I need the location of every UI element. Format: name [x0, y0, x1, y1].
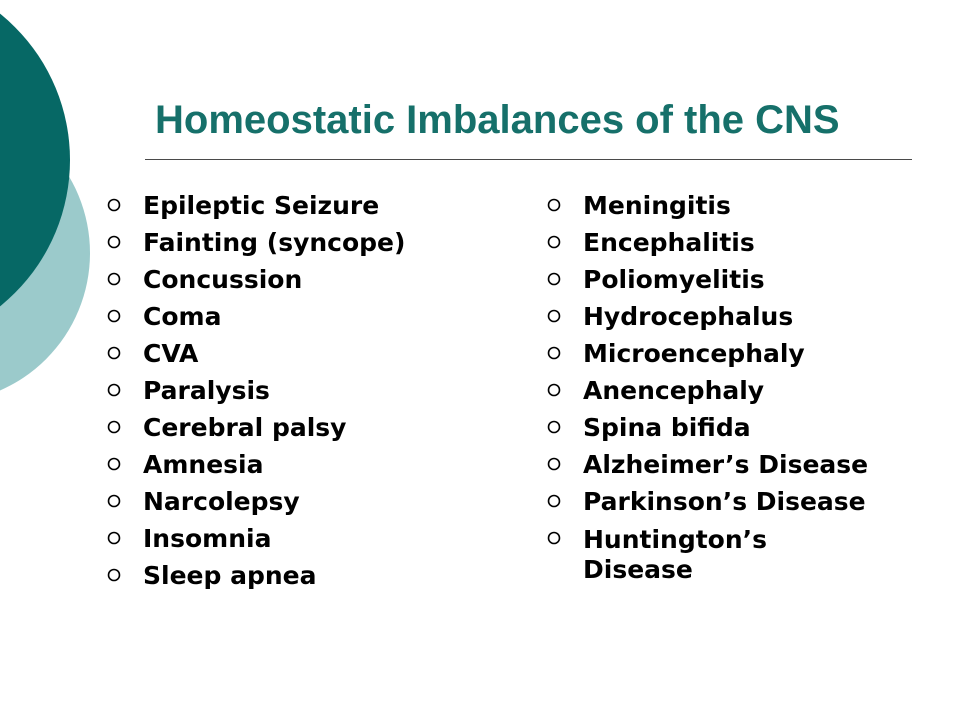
- list-item: [546, 414, 868, 441]
- list-item: [546, 488, 868, 515]
- list-item-label: Hydrocephalus: [583, 302, 794, 331]
- list-item: [106, 525, 405, 552]
- list-item: [106, 377, 405, 404]
- slide-title: Homeostatic Imbalances of the CNS: [155, 98, 840, 142]
- circle-bullet-icon: [546, 493, 562, 509]
- circle-bullet-icon: [546, 530, 562, 546]
- list-item: [106, 488, 405, 515]
- list-item-label: Poliomyelitis: [583, 265, 765, 294]
- list-item-label: Fainting (syncope): [143, 228, 406, 257]
- circle-bullet-icon: [106, 530, 122, 546]
- circle-bullet-icon: [546, 345, 562, 361]
- circle-bullet-icon: [106, 419, 122, 435]
- list-item-label: Amnesia: [143, 450, 264, 479]
- left-bullet-list: [106, 192, 405, 599]
- circle-bullet-icon: [106, 493, 122, 509]
- list-item: [546, 303, 868, 330]
- list-item: [106, 266, 405, 293]
- list-item: [546, 229, 868, 256]
- circle-bullet-icon: [106, 271, 122, 287]
- circle-bullet-icon: [546, 308, 562, 324]
- list-item: [106, 192, 405, 219]
- list-item-label: Encephalitis: [583, 228, 755, 257]
- list-item-label: Paralysis: [143, 376, 270, 405]
- list-item-label: Microencephaly: [583, 339, 805, 368]
- circle-bullet-icon: [106, 234, 122, 250]
- list-item-label: Coma: [143, 302, 222, 331]
- list-item-label: CVA: [143, 339, 199, 368]
- right-bullet-list: [546, 192, 868, 595]
- circle-bullet-icon: [546, 234, 562, 250]
- list-item: [546, 451, 868, 478]
- list-item-label: Insomnia: [143, 524, 272, 553]
- list-item: [546, 377, 868, 404]
- circle-bullet-icon: [546, 419, 562, 435]
- list-item-label: Anencephaly: [583, 376, 765, 405]
- circle-bullet-icon: [106, 567, 122, 583]
- list-item: [106, 451, 405, 478]
- list-item-label: Sleep apnea: [143, 561, 317, 590]
- circle-bullet-icon: [106, 197, 122, 213]
- circle-bullet-icon: [106, 308, 122, 324]
- list-item: [106, 340, 405, 367]
- circle-bullet-icon: [546, 382, 562, 398]
- list-item-label: Alzheimer’s Disease: [583, 450, 869, 479]
- list-item: [106, 229, 405, 256]
- list-item: [546, 525, 833, 585]
- list-item-label: Parkinson’s Disease: [583, 487, 866, 516]
- circle-bullet-icon: [106, 456, 122, 472]
- circle-bullet-icon: [106, 382, 122, 398]
- list-item-label: Meningitis: [583, 191, 731, 220]
- list-item-label: Narcolepsy: [143, 487, 300, 516]
- list-item-label: Cerebral palsy: [143, 413, 347, 442]
- list-item: [106, 303, 405, 330]
- circle-bullet-icon: [106, 345, 122, 361]
- title-divider: [145, 159, 912, 160]
- list-item: [546, 340, 868, 367]
- list-item-label: Epileptic Seizure: [143, 191, 380, 220]
- list-item: [546, 266, 868, 293]
- circle-bullet-icon: [546, 197, 562, 213]
- list-item-label: Concussion: [143, 265, 303, 294]
- list-item-label: Huntington’s Disease: [583, 525, 768, 584]
- list-item-label: Spina bifida: [583, 413, 751, 442]
- list-item: [106, 414, 405, 441]
- circle-bullet-icon: [546, 271, 562, 287]
- list-item: [546, 192, 868, 219]
- list-item: [106, 562, 405, 589]
- circle-bullet-icon: [546, 456, 562, 472]
